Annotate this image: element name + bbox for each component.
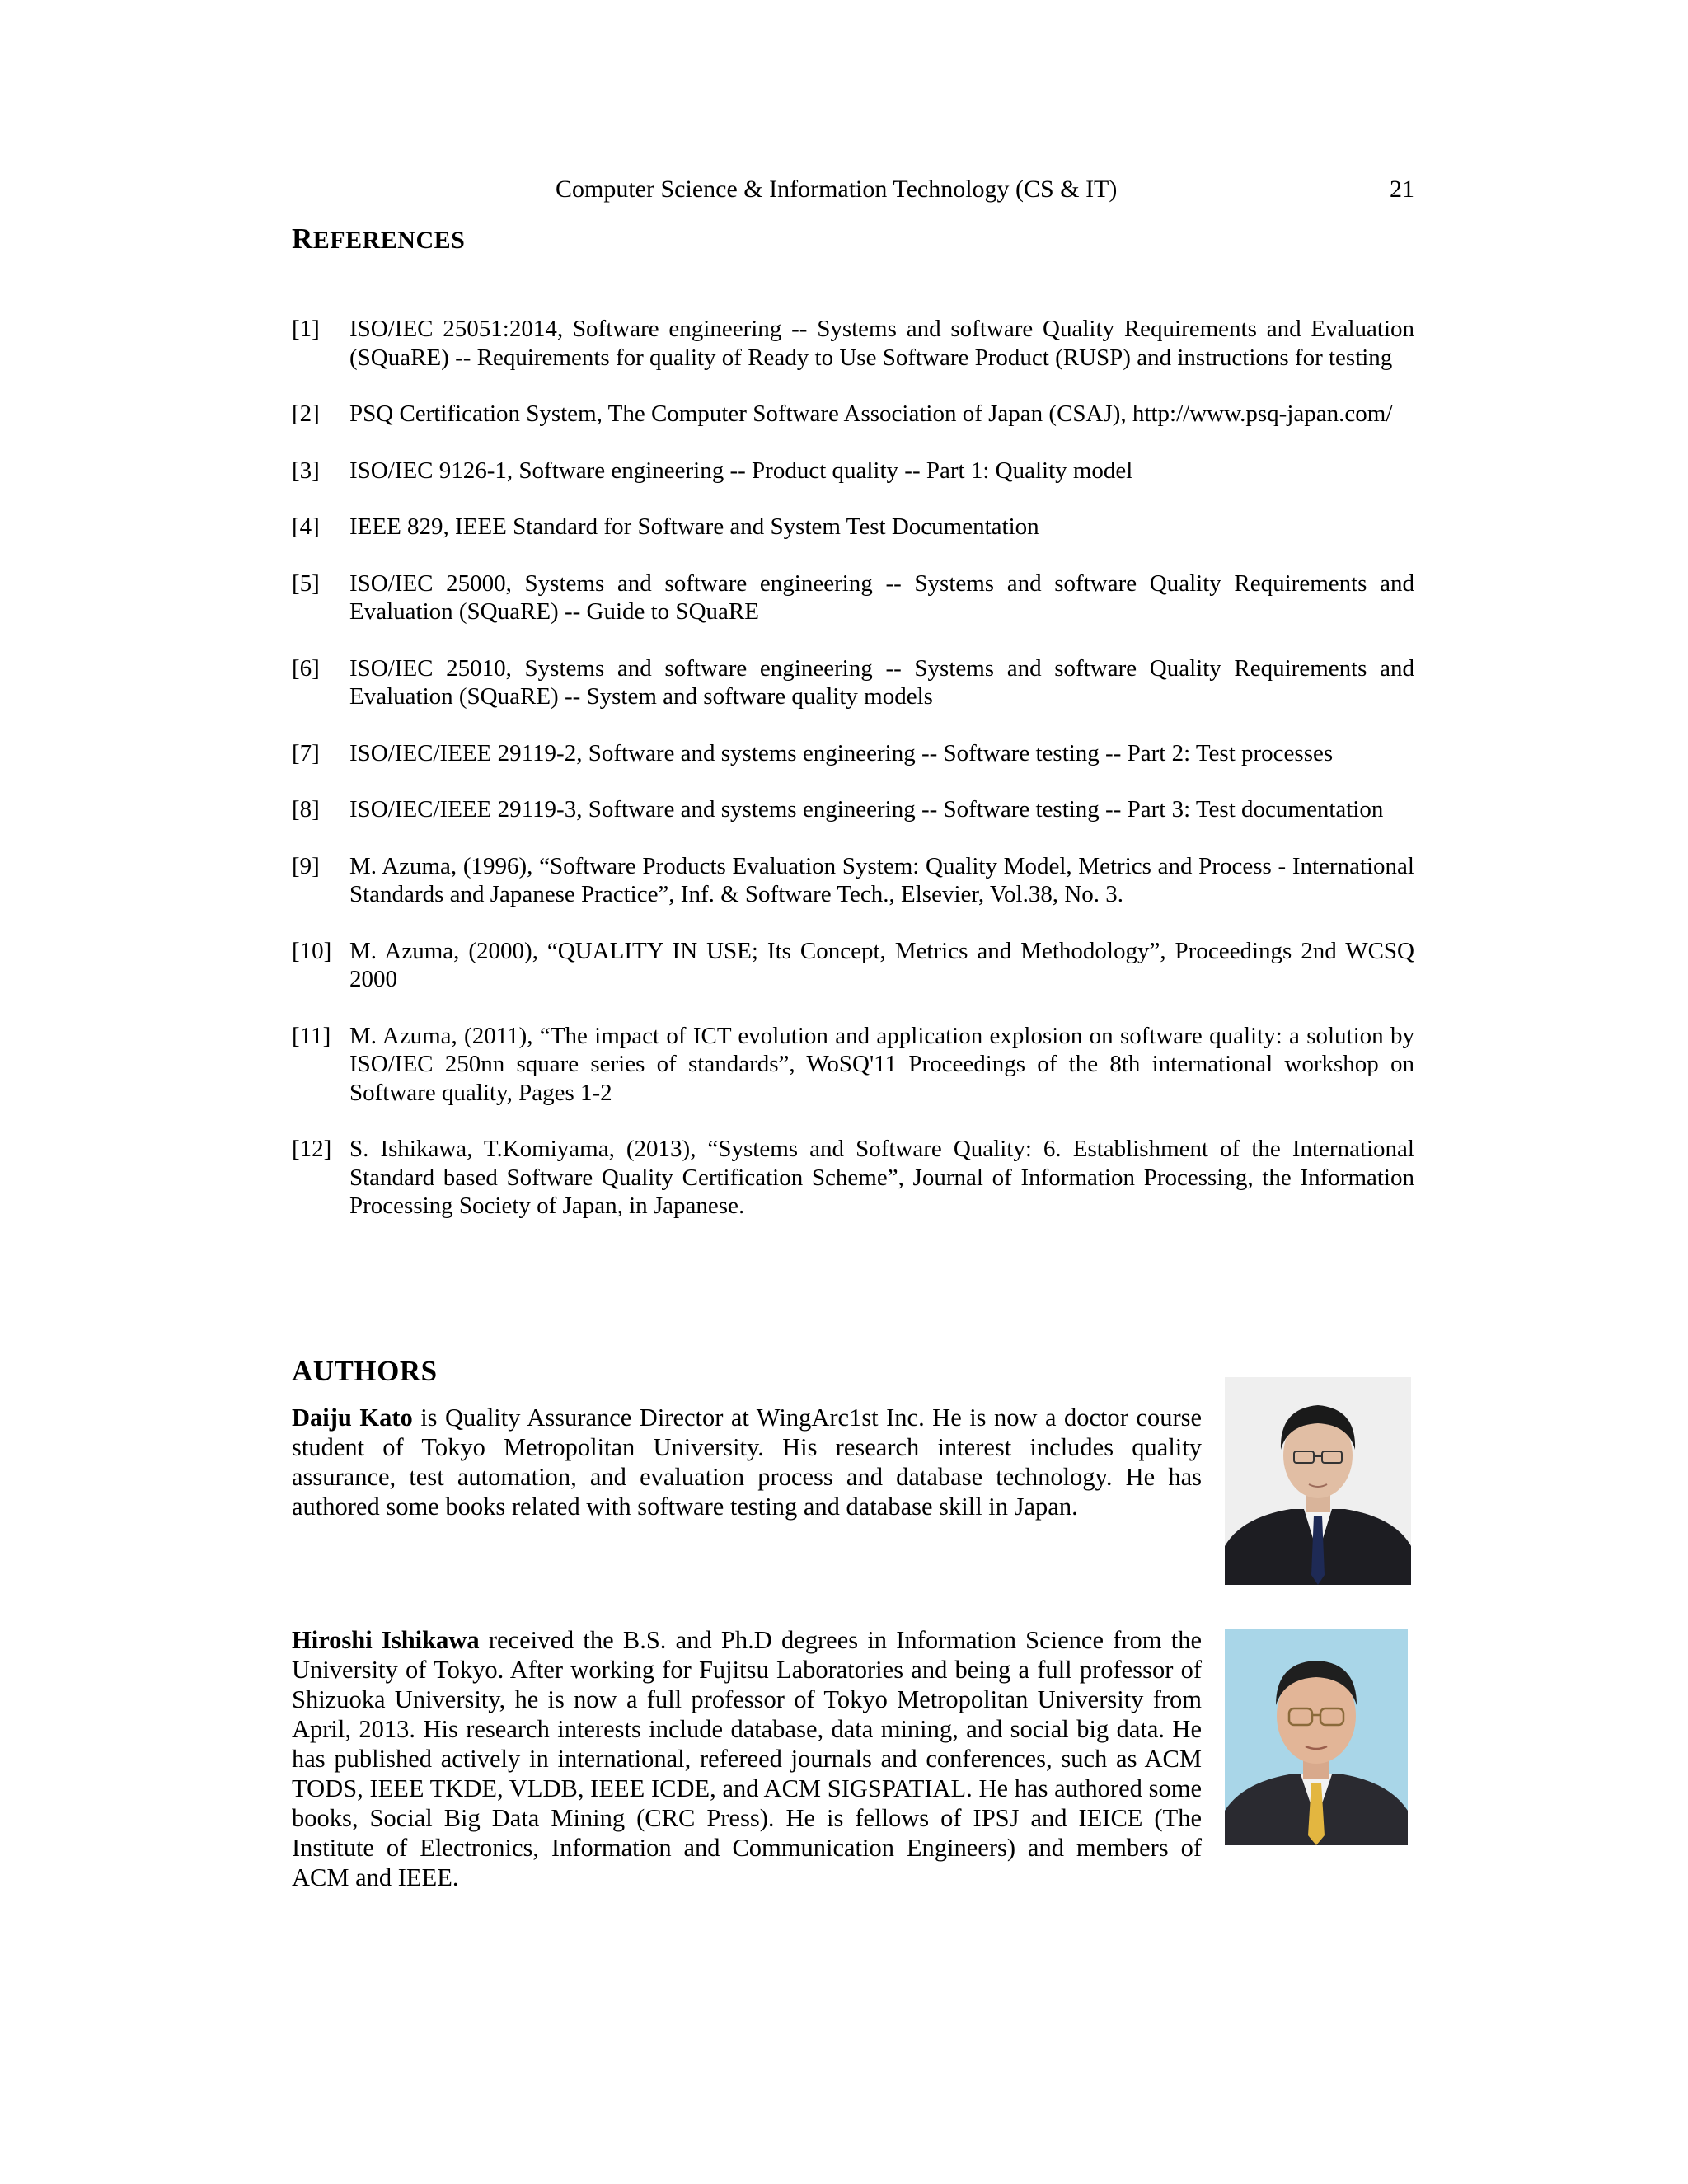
reference-number: [8] — [292, 796, 320, 823]
author-photo — [1225, 1629, 1408, 1845]
reference-text: M. Azuma, (2011), “The impact of ICT evolution and application explosion on software quality: a solution by ISO/IEC 250nn square series of standards”, WoSQ'11 Proceedings of the 8th international workshop on Software quality, Pages 1-2 — [349, 1022, 1414, 1106]
reference-text: IEEE 829, IEEE Standard for Software and System Test Documentation — [349, 513, 1039, 540]
running-header — [292, 171, 1414, 208]
authors-heading: AUTHORS — [292, 1355, 438, 1387]
reference-number: [2] — [292, 401, 320, 427]
references-heading-rest: EFERENCES — [312, 227, 466, 254]
reference-text: ISO/IEC 25000, Systems and software engineering -- Systems and software Quality Requirements and Evaluation (SQuaRE) -- Guide to SQuaRE — [349, 569, 1414, 625]
reference-number: [12] — [292, 1136, 332, 1162]
reference-item — [292, 1022, 1414, 1108]
author-bio — [292, 1403, 1202, 1521]
reference-number: [3] — [292, 457, 320, 484]
reference-item — [292, 315, 1414, 372]
reference-item — [292, 569, 1414, 626]
reference-number: [9] — [292, 852, 320, 879]
portrait-image — [1225, 1377, 1411, 1585]
references-list — [292, 315, 1414, 1249]
reference-text: ISO/IEC/IEEE 29119-3, Software and systems engineering -- Software testing -- Part 3: Test documentation — [349, 796, 1384, 823]
reference-text: M. Azuma, (1996), “Software Products Evaluation System: Quality Model, Metrics and Process - International Standards and Japanese Practice”, Inf. & Software Tech., Elsevier, Vol.38, No. 3. — [349, 852, 1414, 907]
reference-item — [292, 937, 1414, 994]
reference-number: [1] — [292, 316, 320, 342]
reference-item — [292, 739, 1414, 768]
author-bio — [292, 1625, 1202, 1892]
reference-number: [10] — [292, 937, 332, 964]
author-name: Hiroshi Ishikawa — [292, 1626, 480, 1654]
author-bio-text: is Quality Assurance Director at WingArc1st Inc. He is now a doctor course student of Tokyo Metropolitan University. His research interest includes quality assurance, test automation, and evaluation process and database technology. He has authored some books related with software testing and database skill in Japan. — [292, 1404, 1203, 1521]
journal-title: Computer Science & Information Technology (CS & IT) — [556, 176, 1118, 203]
reference-number: [11] — [292, 1022, 331, 1049]
reference-item — [292, 795, 1414, 824]
reference-text: ISO/IEC 25010, Systems and software engineering -- Systems and software Quality Requirements and Evaluation (SQuaRE) -- System and software quality models — [349, 654, 1414, 710]
reference-text: M. Azuma, (2000), “QUALITY IN USE; Its Concept, Metrics and Methodology”, Proceedings 2nd WCSQ 2000 — [349, 937, 1414, 992]
references-heading-initial: R — [292, 223, 313, 255]
reference-text: ISO/IEC 9126-1, Software engineering -- Product quality -- Part 1: Quality model — [349, 457, 1133, 484]
reference-number: [6] — [292, 654, 320, 682]
reference-item — [292, 1135, 1414, 1221]
author-bio-text: received the B.S. and Ph.D degrees in Information Science from the University of Tokyo. After working for Fujitsu Laboratories and being a full professor of Shizuoka University, he is now a full professor of Tokyo Metropolitan University from April, 2013. His research interests include database, data mining, and social big data. He has published actively in international, refereed journals and conferences, such as ACM TODS, IEEE TKDE, VLDB, IEEE ICDE, and ACM SIGSPATIAL. He has authored some books, Social Big Data Mining (CRC Press). He is fellows of IPSJ and IEICE (The Institute of Electronics, Information and Communication Engineers) and members of ACM and IEEE. — [292, 1626, 1202, 1891]
author-name: Daiju Kato — [292, 1404, 413, 1432]
reference-text: S. Ishikawa, T.Komiyama, (2013), “Systems and Software Quality: 6. Establishment of the International Standard based Software Quality Certification Scheme”, Journal of Information Processing, the Information Processing Society of Japan, in Japanese. — [349, 1136, 1414, 1219]
reference-item — [292, 654, 1414, 711]
reference-number: [7] — [292, 739, 320, 766]
reference-text: PSQ Certification System, The Computer Software Association of Japan (CSAJ), http://www.psq-japan.com/ — [349, 401, 1393, 427]
reference-text: ISO/IEC 25051:2014, Software engineering -- Systems and software Quality Requirements and Evaluation (SQuaRE) -- Requirements for quality of Ready to Use Software Product (RUSP) and instructions for testing — [349, 316, 1414, 371]
reference-item — [292, 400, 1414, 429]
reference-item — [292, 513, 1414, 541]
reference-number: [5] — [292, 569, 320, 597]
reference-text: ISO/IEC/IEEE 29119-2, Software and systems engineering -- Software testing -- Part 2: Test processes — [349, 739, 1334, 766]
reference-item — [292, 852, 1414, 909]
page-number: 21 — [1390, 176, 1414, 203]
reference-number: [4] — [292, 513, 320, 540]
references-heading — [292, 221, 465, 259]
portrait-image — [1225, 1629, 1408, 1845]
author-photo — [1225, 1377, 1411, 1585]
reference-item — [292, 457, 1414, 485]
